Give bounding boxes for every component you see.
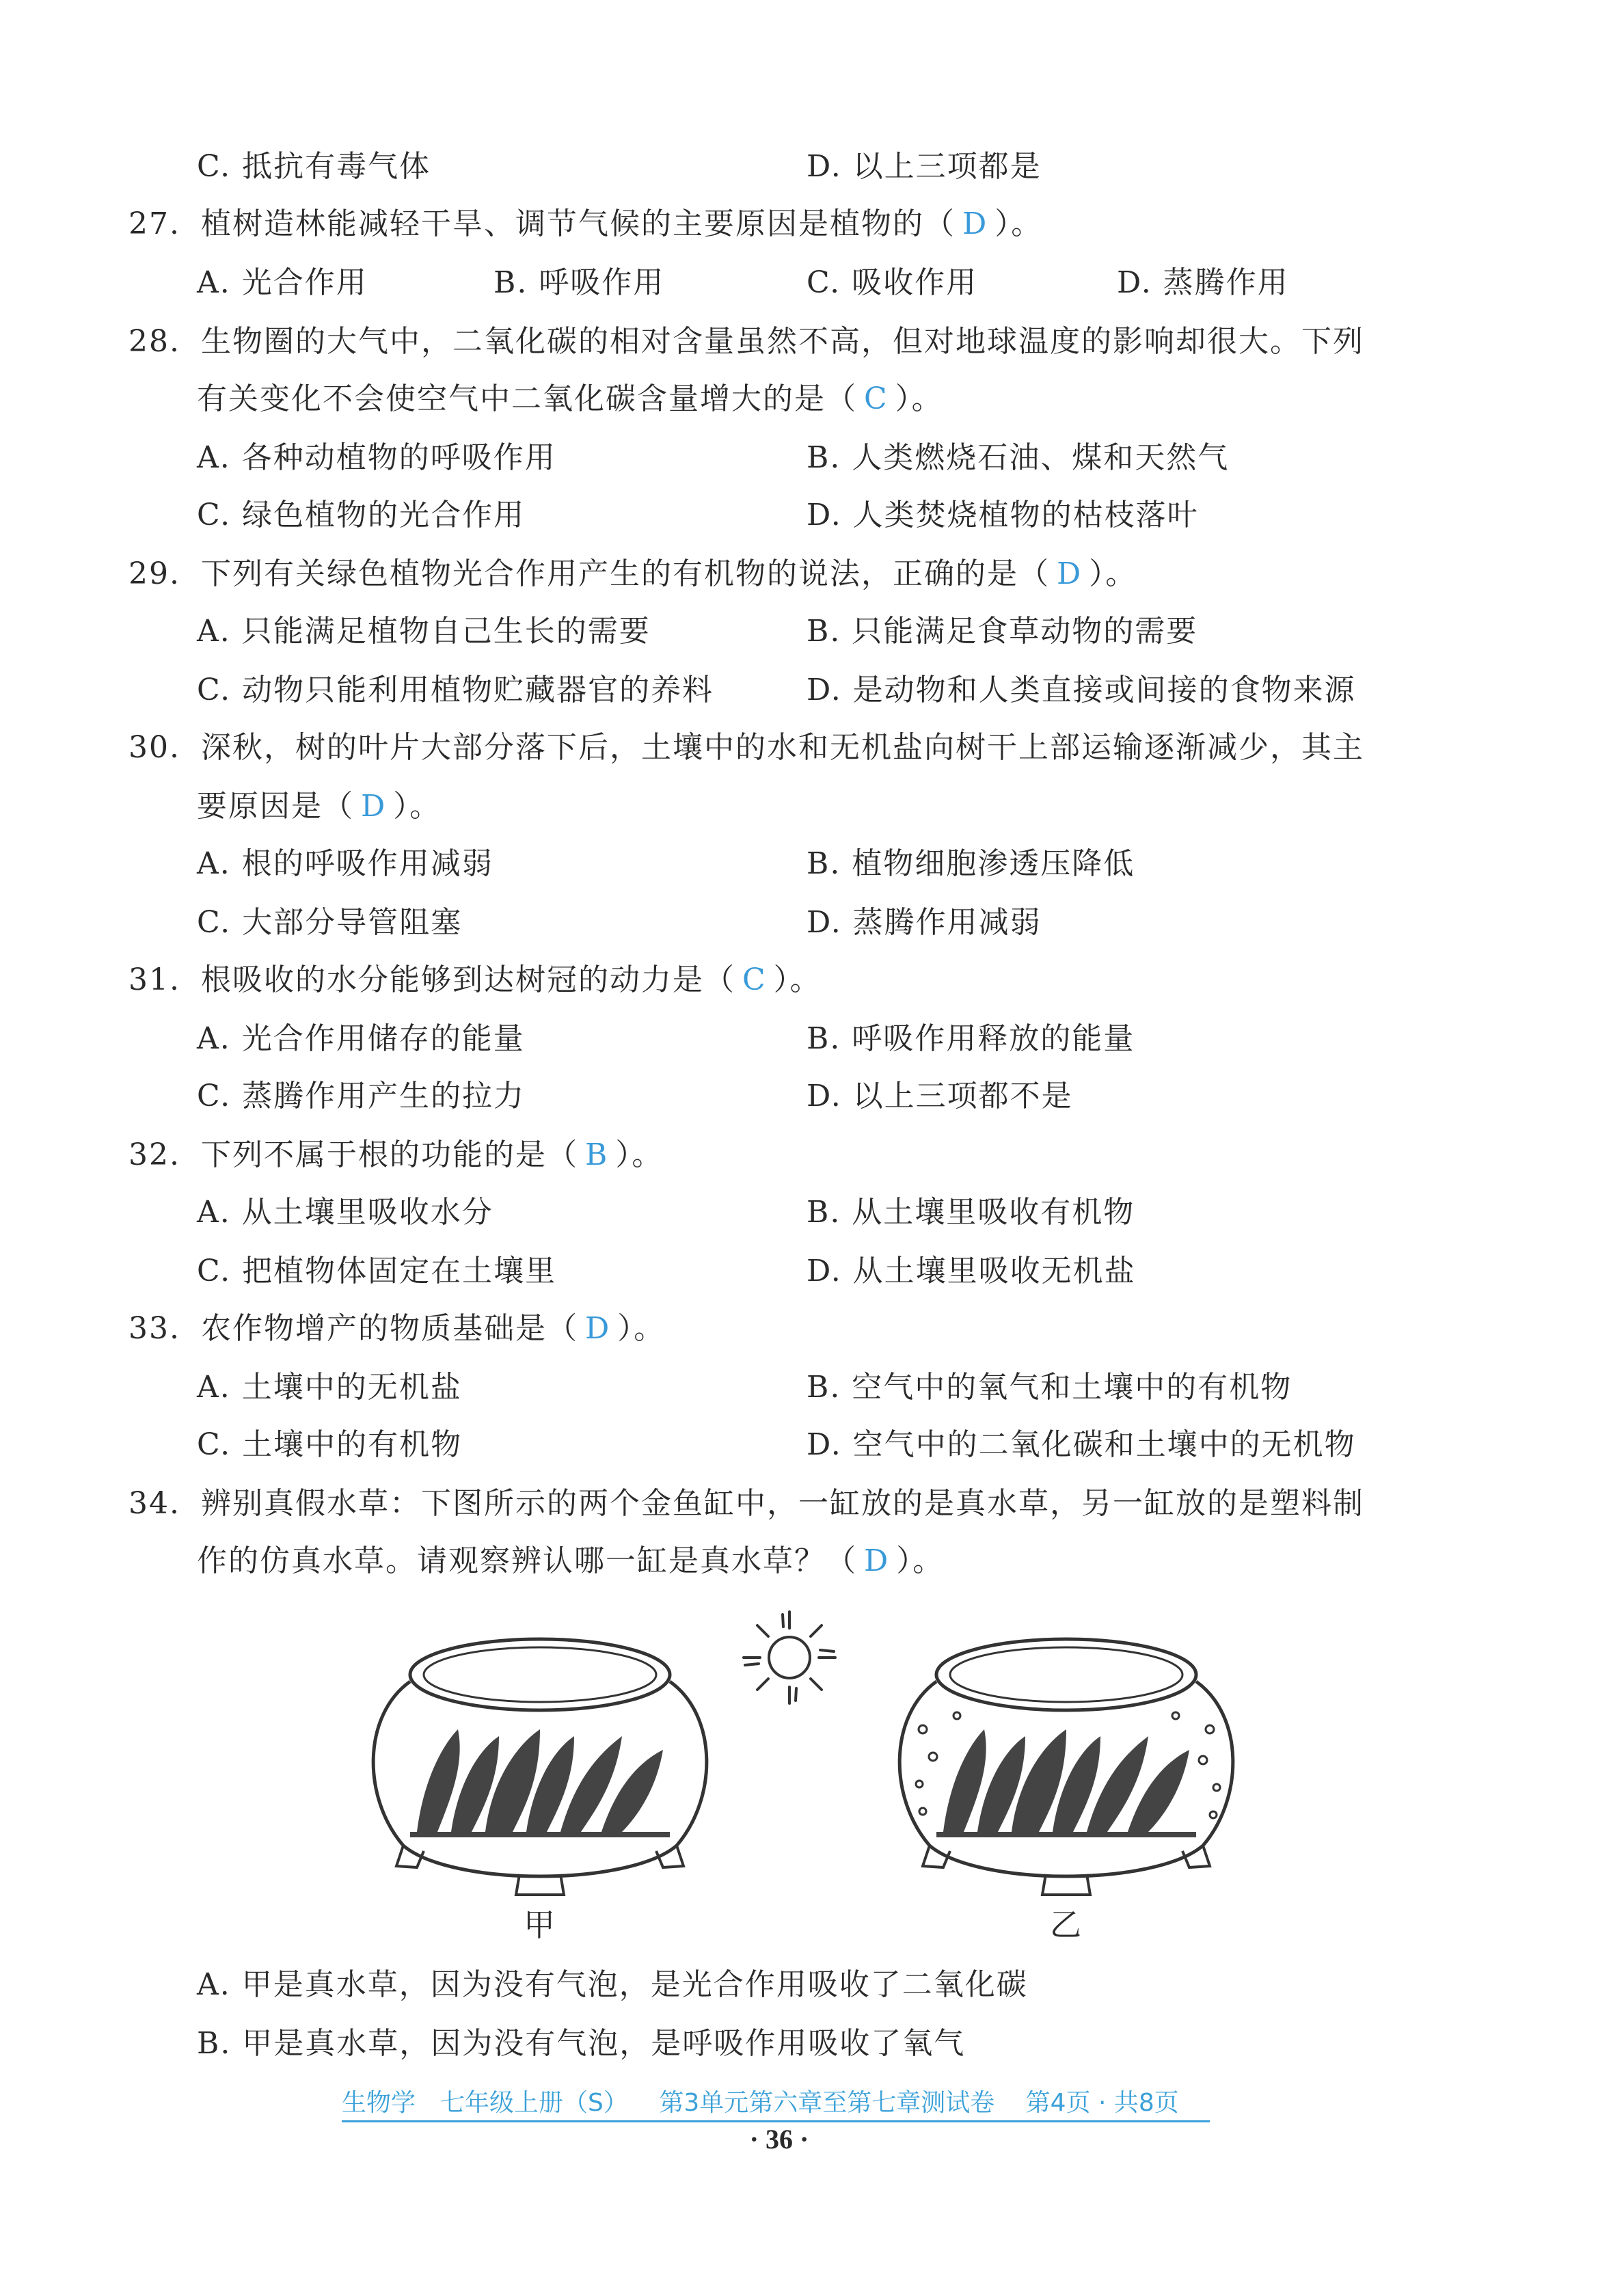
q28-option-b: B. 人类燃烧石油、煤和天然气 [807,440,1230,475]
question-number: 34. [128,1486,180,1521]
question-stem: 下列不属于根的功能的是（ [200,1137,578,1172]
answer: D [1056,556,1083,591]
q32-option-c: C. 把植物体固定在土壤里 [197,1254,557,1288]
footer [342,2086,1210,2122]
option-c-prev: C. 抵抗有毒气体 [197,149,431,184]
question-number: 30. [128,730,180,765]
q31-option-d: D. 以上三项都不是 [807,1079,1073,1113]
q30-option-c: C. 大部分导管阻塞 [197,905,463,940]
page-number: · 36 · [749,2124,809,2154]
question-29: 29. 下列有关绿色植物光合作用产生的有机物的说法，正确的是（ D ）。 [128,556,1137,591]
question-33: 33. 农作物增产的物质基础是（ D ）。 [128,1311,666,1346]
question-stem: 下列有关绿色植物光合作用产生的有机物的说法，正确的是（ [200,556,1050,591]
q32-option-d: D. 从土壤里吸收无机盐 [807,1254,1136,1288]
footer-page: 第4页 · 共8页 [1025,2089,1179,2117]
q28-option-c: C. 绿色植物的光合作用 [197,498,526,532]
sun-icon [738,1606,841,1709]
label-yi: 乙 [1050,1906,1081,1943]
question-stem: 生物圈的大气中，二氧化碳的相对含量虽然不高，但对地球温度的影响却很大。下列 [200,324,1364,359]
q32-option-a: A. 从土壤里吸收水分 [197,1195,493,1230]
answer: C [742,962,767,997]
q29-option-a: A. 只能满足植物自己生长的需要 [197,614,651,649]
fishbowl-jia [355,1627,725,1914]
answer: D [962,206,988,241]
q27-option-c: C. 吸收作用 [807,265,978,300]
question-stem: 植树造林能减轻干旱、调节气候的主要原因是植物的（ [200,206,956,241]
question-stem: 深秋，树的叶片大部分落下后，土壤中的水和无机盐向树干上部运输逐渐减少，其主 [200,730,1364,765]
question-stem: 农作物增产的物质基础是（ [200,1311,578,1346]
q27-option-a: A. 光合作用 [197,265,368,300]
answer: D [361,789,387,824]
q27-option-d: D. 蒸腾作用 [1117,265,1289,300]
q28-option-d: D. 人类焚烧植物的枯枝落叶 [807,498,1199,532]
answer: D [584,1311,611,1346]
question-34 [128,1483,1364,1524]
q31-option-a: A. 光合作用储存的能量 [197,1021,525,1056]
q31-option-b: B. 呼吸作用释放的能量 [807,1021,1135,1056]
question-number: 33. [128,1311,180,1346]
question-31: 31. 根吸收的水分能够到达树冠的动力是（ C ）。 [128,962,822,997]
q31-option-c: C. 蒸腾作用产生的拉力 [197,1079,526,1113]
q33-option-a: A. 土壤中的无机盐 [197,1370,462,1405]
question-number: 31. [128,962,180,997]
question-28-cont: 有关变化不会使空气中二氧化碳含量增大的是（ C ）。 [197,381,943,416]
question-number: 27. [128,206,180,241]
question-number: 32. [128,1137,180,1172]
footer-subject: 生物学 七年级上册（S） [342,2089,628,2117]
q34-option-b: B. 甲是真水草，因为没有气泡，是呼吸作用吸收了氧气 [197,2026,966,2061]
q29-option-b: B. 只能满足食草动物的需要 [807,614,1198,649]
q33-option-d: D. 空气中的二氧化碳和土壤中的无机物 [807,1427,1356,1462]
q30-option-b: B. 植物细胞渗透压降低 [807,846,1135,881]
question-30 [128,727,1364,768]
answer: D [864,1543,890,1578]
q30-option-a: A. 根的呼吸作用减弱 [197,846,493,881]
q33-option-c: C. 土壤中的有机物 [197,1427,463,1462]
q34-option-a: A. 甲是真水草，因为没有气泡，是光合作用吸收了二氧化碳 [197,1967,1028,2002]
question-stem: 辨别真假水草：下图所示的两个金鱼缸中，一缸放的是真水草，另一缸放的是塑料制 [200,1486,1364,1521]
question-28 [128,321,1364,362]
question-34-cont: 作的仿真水草。请观察辨认哪一缸是真水草？（ D ）。 [197,1543,945,1578]
q30-option-d: D. 蒸腾作用减弱 [807,905,1042,940]
option-d-prev: D. 以上三项都是 [807,149,1042,184]
q29-option-d: D. 是动物和人类直接或间接的食物来源 [807,673,1356,707]
q27-option-b: B. 呼吸作用 [493,265,665,300]
answer: B [584,1137,609,1172]
answer: C [864,381,889,416]
question-30-cont: 要原因是（ D ）。 [197,789,442,824]
fishbowl-yi [882,1627,1251,1914]
question-number: 28. [128,324,180,359]
footer-test: 第3单元第六章至第七章测试卷 [659,2089,995,2117]
q32-option-b: B. 从土壤里吸收有机物 [807,1195,1135,1230]
label-jia: 甲 [524,1906,555,1943]
question-number: 29. [128,556,180,591]
q28-option-a: A. 各种动植物的呼吸作用 [197,440,556,475]
q29-option-c: C. 动物只能利用植物贮藏器官的养料 [197,673,714,707]
question-27: 27. 植树造林能减轻干旱、调节气候的主要原因是植物的（ D ）。 [128,206,1043,241]
question-32: 32. 下列不属于根的功能的是（ B ）。 [128,1137,664,1172]
question-stem: 根吸收的水分能够到达树冠的动力是（ [200,962,735,997]
q33-option-b: B. 空气中的氧气和土壤中的有机物 [807,1370,1293,1405]
